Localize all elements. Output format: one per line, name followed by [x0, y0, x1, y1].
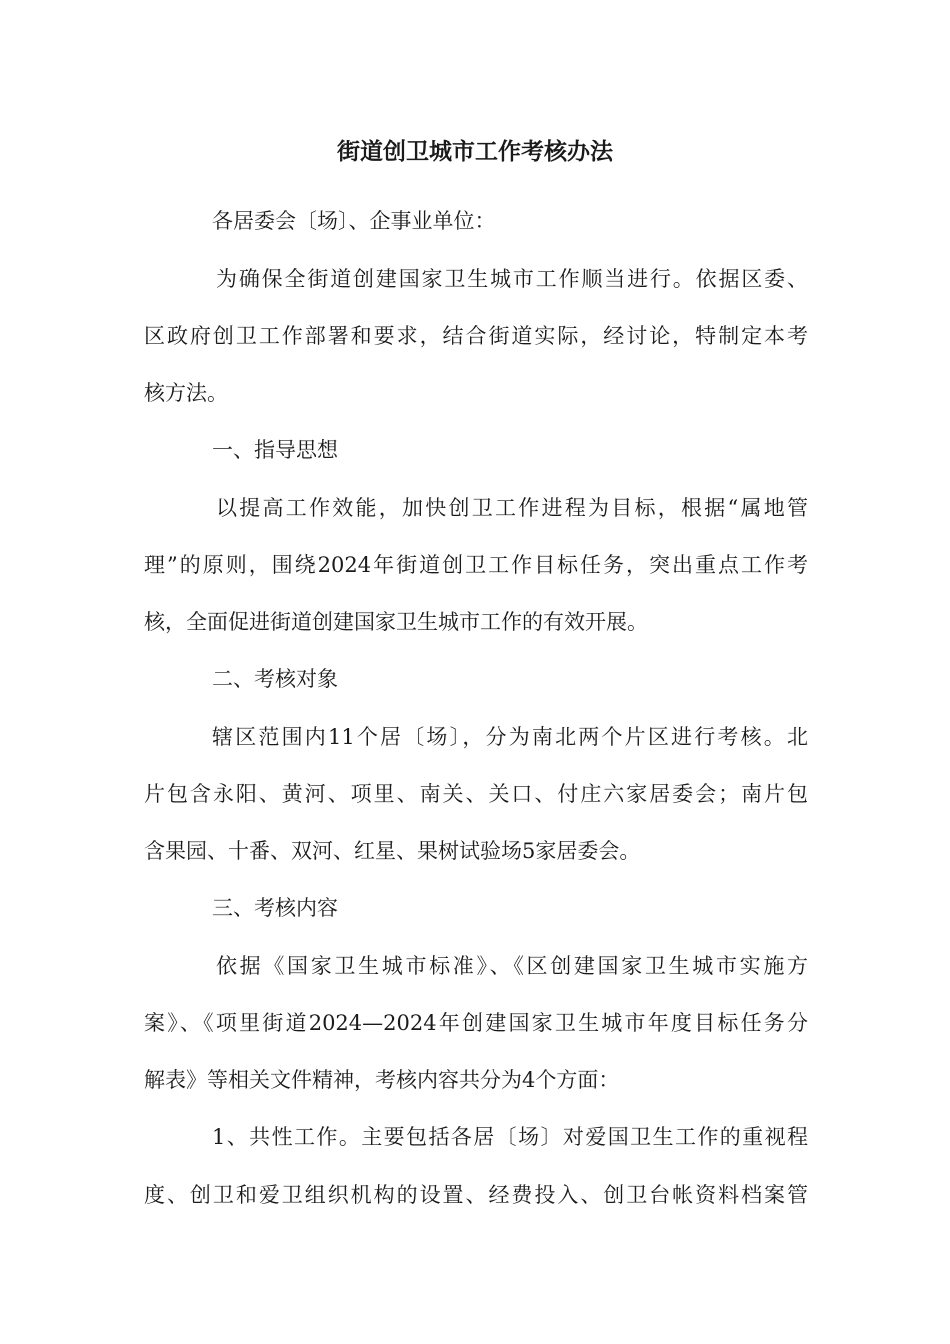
paragraph-guiding-line-2: 理”的原则，围绕2024年街道创卫工作目标任务，突出重点工作考 [144, 553, 808, 577]
paragraph-item-1-line-2: 度、创卫和爱卫组织机构的设置、经费投入、创卫台帐资料档案管 [144, 1183, 808, 1207]
paragraph-guiding-line-1: 以提高工作效能，加快创卫工作进程为目标，根据“属地管 [216, 496, 808, 520]
paragraph-content-line-3: 解表》等相关文件精神，考核内容共分为4个方面： [144, 1068, 620, 1092]
paragraph-item-1-line-1: 1、共性工作。主要包括各居〔场〕对爱国卫生工作的重视程 [212, 1125, 808, 1149]
paragraph-intro-line-3: 核方法。 [144, 381, 228, 405]
paragraph-intro-line-2: 区政府创卫工作部署和要求，结合街道实际，经讨论，特制定本考 [144, 324, 808, 348]
section-heading-assessment-targets: 二、考核对象 [212, 667, 338, 691]
salutation-line: 各居委会〔场〕、企事业单位： [212, 209, 496, 233]
section-heading-guiding-thought: 一、指导思想 [212, 438, 338, 462]
section-heading-assessment-content: 三、考核内容 [212, 896, 338, 920]
document-title: 街道创卫城市工作考核办法 [337, 138, 613, 165]
paragraph-content-line-2: 案》、《项里街道2024—2024年创建国家卫生城市年度目标任务分 [144, 1011, 808, 1035]
paragraph-content-line-1: 依据《国家卫生城市标准》、《区创建国家卫生城市实施方 [216, 954, 808, 978]
paragraph-targets-line-1: 辖区范围内11个居〔场〕，分为南北两个片区进行考核。北 [212, 725, 808, 749]
paragraph-guiding-line-3: 核，全面促进街道创建国家卫生城市工作的有效开展。 [144, 610, 648, 634]
paragraph-targets-line-2: 片包含永阳、黄河、项里、南关、关口、付庄六家居委会；南片包 [144, 782, 808, 806]
paragraph-targets-line-3: 含果园、十番、双河、红星、果树试验场5家居委会。 [144, 839, 641, 863]
paragraph-intro-line-1: 为确保全街道创建国家卫生城市工作顺当进行。依据区委、 [216, 267, 808, 291]
